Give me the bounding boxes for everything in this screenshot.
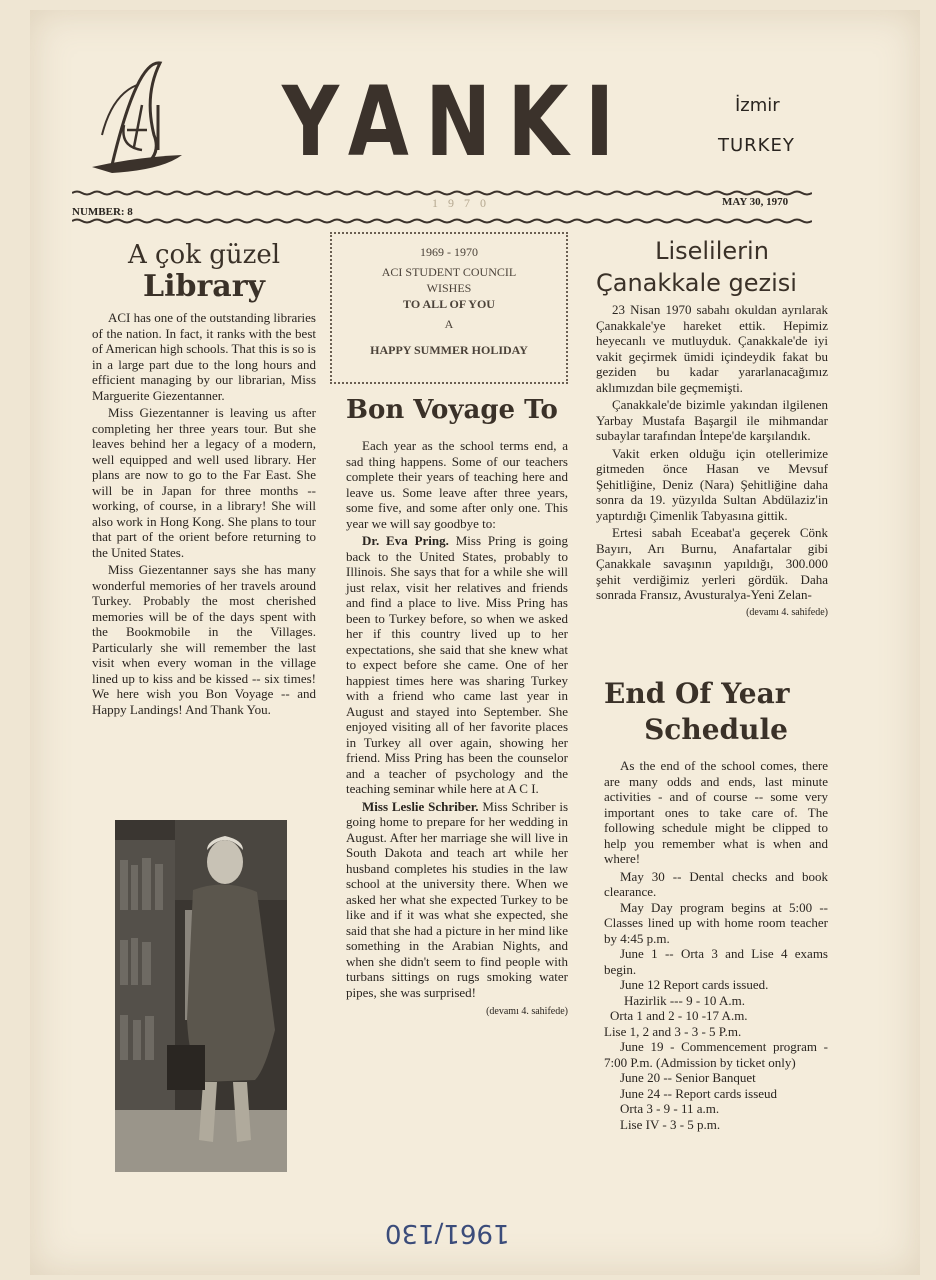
- newspaper-title: YANKI: [282, 66, 631, 178]
- continued-note: (devamı 4. sahifede): [746, 606, 828, 618]
- masthead-rule-bottom: [72, 218, 812, 224]
- schedule-item: June 20 -- Senior Banquet: [620, 1070, 756, 1085]
- bon-voyage-intro: Each year as the school terms end, a sad thing happens. Some of our teachers complete their years of teaching here and leave us. Some leave after three years, some five, and some after only one. This year we will say goodbye to:: [346, 438, 568, 531]
- teacher-text: Miss Schriber is going home to prepare for her wedding in August. After her marriage she will live in South Dakota and teach art while her husband completes his studies in the law school at the university there. When we asked her what she expected Turkey to be like and if it was what she expected, she said that she had a picture in her mind like something in the Arabian Nights, and when she didn't seem to find people with turbans sittings on rugs smoking water pipes, she was surprised!: [346, 798, 568, 1000]
- schedule-headline-1: End Of Year: [604, 677, 790, 710]
- council-line: A: [444, 317, 454, 331]
- bon-voyage-headline: Bon Voyage To: [346, 395, 558, 425]
- canakkale-paragraph: Vakit erken olduğu için otellerimize gitmeden önce Hasan ve Mevsuf Şehitliğine, Deniz (Nara) Şehitliğine daha sonra da 19. yüzyılda Sultan Abdülaziz'in yaptırdığı Çimenlik Tabyasına gittik.: [596, 445, 828, 523]
- canakkale-paragraph: Çanakkale'de bizimle yakından ilgilenen Yarbay Mustafa Başargil ile mihmandar subaylar tarafından İntepe'de karşılandık.: [596, 397, 828, 443]
- schedule-item: Lise IV - 3 - 5 p.m.: [620, 1116, 721, 1132]
- library-paragraph: Miss Giezentanner says she has many wonderful memories of her travels around Turkey. Probably the most cherished memories will be of the days spent with the Bookmobile in the Villages. Particularly she will remember the last visit when every woman in the village lined up to kiss and be kissed -- six times! We here wish you Bon Voyage -- and Happy Landings! And Thank You.: [92, 562, 316, 717]
- canakkale-headline-2: Çanakkale gezisi: [596, 269, 797, 297]
- country-label: TURKEY: [718, 135, 795, 156]
- library-paragraph: Miss Giezentanner is leaving us after completing her three years tour. But she leaves behind her a legacy of a modern, well equipped and well used library. Her plans are now to go to the Far East. She will be in Japan for three months -- working, of course, in a library! She will also work in Hong Kong. She plans to tour that part of the orient before returning to the United States.: [92, 405, 316, 560]
- schedule-item: June 24 -- Report cards isseud: [620, 1085, 778, 1101]
- canakkale-paragraph: 23 Nisan 1970 sabahı okuldan ayrılarak Çanakkale'ye hareket ettik. Hepimiz heyecanlı ve mutluyduk. Çanakkale'de iyi vakit geçirmek ümidi içindeydik fakat bu geziden bu kadar yararlanacağımız aklımızdan bile geçmemişti.: [596, 302, 828, 395]
- continued-note: (devamı 4. sahifede): [486, 1006, 568, 1017]
- aci-logo: [82, 55, 192, 185]
- student-council-box: [330, 232, 568, 384]
- schedule-article: [604, 676, 828, 1132]
- schedule-item: June 12 Report cards issued.: [620, 977, 769, 992]
- issue-date: MAY 30, 1970: [722, 196, 789, 208]
- librarian-photo: [115, 820, 287, 1172]
- schedule-item: June 1 -- Orta 3 and Lise 4 exams begin.: [604, 946, 828, 977]
- schedule-intro: As the end of the school comes, there are many odds and ends, last minute activities - and of course -- some very important ones to take care of. The following schedule might be clipped to help you remember what is when and where!: [604, 758, 828, 866]
- schedule-item: May 30 -- Dental checks and book clearance.: [604, 868, 828, 899]
- library-paragraph: ACI has one of the outstanding libraries of the nation. In fact, it ranks with the best of American high schools. That this is so is in a large part due to the long hours and efficient managing by our librarian, Miss Marguerite Giezentanner.: [92, 310, 316, 403]
- bon-voyage-article: [346, 394, 568, 1020]
- canakkale-headline-1: Liselilerin: [655, 237, 769, 265]
- schedule-item: Orta 1 and 2 - 10 -17 A.m.: [610, 1008, 748, 1023]
- schedule-headline-2: Schedule: [644, 713, 788, 746]
- council-line: ACI STUDENT COUNCIL: [381, 265, 517, 279]
- council-line: HAPPY SUMMER HOLIDAY: [370, 343, 528, 357]
- city-label: İzmir: [735, 95, 780, 116]
- canakkale-article: [596, 236, 828, 620]
- teacher-name: Dr. Eva Pring.: [362, 533, 449, 548]
- issue-year: 1970: [432, 196, 496, 210]
- council-line: TO ALL OF YOU: [403, 297, 495, 311]
- teacher-text: Miss Pring is going back to the United States, probably to Illinois. She says that for a while she will just relax, visit her relatives and friends and find a place to live. Miss Pring has been to Turkey before, so when we asked her if this country lived up to her expectations, she said that she knew what to expect before she came. One of her happiest times here was sharing Turkey with a friend who came last year in August and stayed into September. She enjoyed visiting all of her favorite places in Turkey all over again, showing her friend. Miss Pring has been the counselor and a teacher of psychology and the teaching seminar while here at A C I.: [346, 533, 568, 796]
- library-article: [92, 240, 316, 719]
- council-line: WISHES: [426, 281, 472, 295]
- librarian-photo-image: [115, 820, 287, 1172]
- handwritten-archive-number: 1961/130: [385, 1218, 510, 1248]
- schedule-item: Orta 3 - 9 - 11 a.m.: [620, 1101, 720, 1116]
- schedule-item: May Day program begins at 5:00 -- Classes lined up with home room teacher by 4:45 p.m.: [604, 899, 828, 946]
- schedule-item: Lise 1, 2 and 3 - 3 - 5 P.m.: [604, 1023, 742, 1039]
- teacher-name: Miss Leslie Schriber.: [362, 798, 479, 814]
- council-years: 1969 - 1970: [420, 245, 478, 259]
- canakkale-paragraph: Ertesi sabah Eceabat'a geçerek Cönk Bayırı, Arı Burnu, Anafartalar gibi Çanakkale savaşının yapıldığı, 300.000 şehit verdiğimiz yerleri gördük. Daha sonrada Fransız, Avusturalya-Yeni Zelan-: [596, 525, 828, 602]
- library-headline-2: Library: [143, 269, 265, 304]
- schedule-item: June 19 - Commencement program - 7:00 P.m. (Admission by ticket only): [604, 1039, 828, 1070]
- schedule-item: Hazirlik --- 9 - 10 A.m.: [624, 992, 745, 1008]
- issue-number: NUMBER: 8: [72, 206, 133, 218]
- library-headline-1: A çok güzel: [127, 240, 281, 270]
